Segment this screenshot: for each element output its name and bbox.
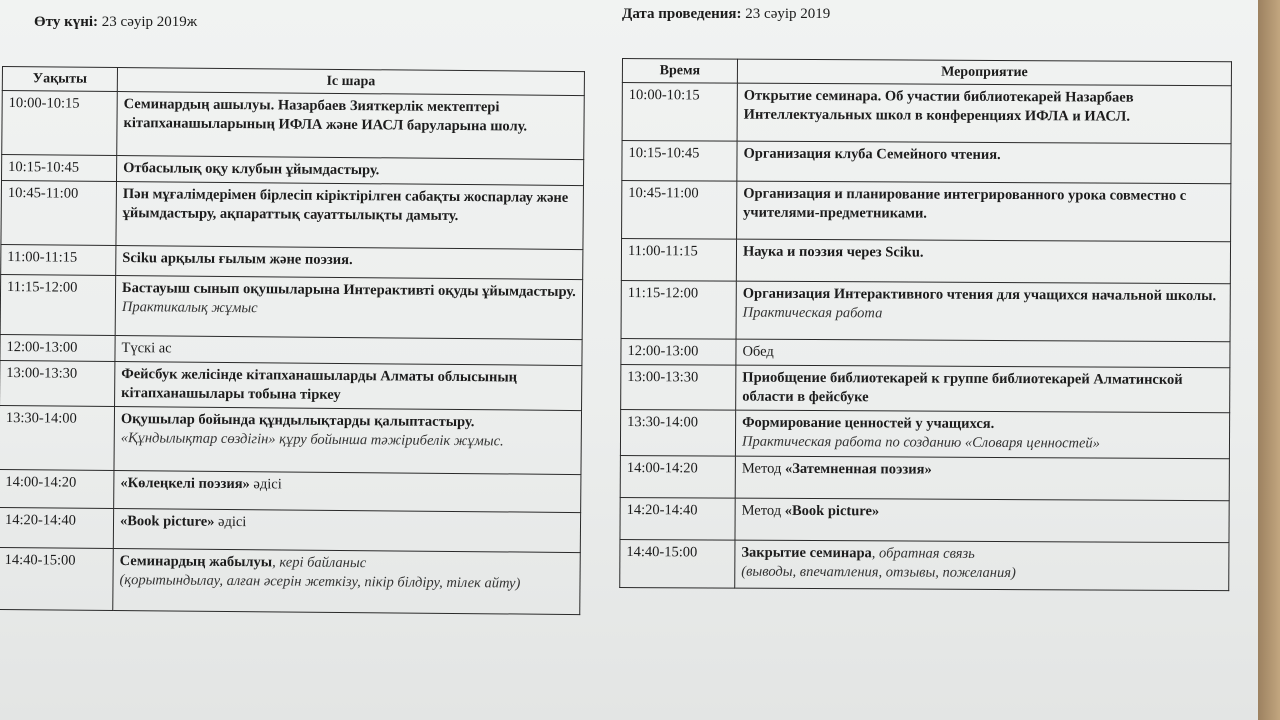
event-title: Отбасылық оқу клубын ұйымдастыру.: [123, 160, 380, 179]
table-row: [620, 455, 1229, 500]
table-row: [0, 360, 582, 410]
time-cell: 14:00-14:20: [620, 455, 735, 498]
time-cell: 14:40-15:00: [0, 547, 113, 610]
event-title: Бастауыш сынып оқушыларына Интерактивті оқуды ұйымдастыру.: [121, 280, 576, 301]
time-cell: 14:00-14:20: [0, 469, 114, 508]
table-row: [1, 181, 584, 250]
time-cell: 11:00-11:15: [621, 239, 736, 282]
table-row: [620, 497, 1229, 542]
event-cell: [735, 498, 1229, 543]
ru-date-value: 23 сәуір 2019: [745, 6, 831, 22]
event-cell: [735, 456, 1229, 501]
event-prefix: Метод: [741, 460, 786, 477]
table-row: [622, 181, 1231, 242]
event-cell: [737, 83, 1231, 144]
time-cell: 10:00-10:15: [2, 91, 118, 156]
ru-date-header: [622, 6, 830, 23]
time-cell: 14:20-14:40: [620, 497, 735, 540]
event-suffix: әдісі: [249, 476, 282, 493]
event-cell: [736, 239, 1230, 284]
event-title: Формирование ценностей у учащихся.: [742, 414, 995, 432]
event-title: Наука и поэзия через Sciku.: [742, 243, 924, 261]
ru-col-time-header: Время: [622, 59, 737, 84]
event-title: Закрытие семинара: [741, 544, 872, 562]
event-cell: [115, 275, 583, 339]
event-cell: [736, 281, 1230, 342]
event-title: Организация клуба Семейного чтения.: [743, 145, 1001, 163]
time-cell: 12:00-13:00: [621, 338, 736, 365]
event-cell: [113, 508, 580, 552]
table-row: [621, 364, 1230, 412]
event-note: (қорытындылау, алған әсерін жеткізу, пікір білдіру, тілек айту): [119, 572, 521, 592]
table-row: [621, 280, 1230, 341]
event-cell: [116, 156, 583, 186]
event-title: Пән мұғалімдерімен бірлесіп кіріктірілген сабақты жоспарлау және ұйымдастыру, ақпараттық сауаттылықты дамыту.: [122, 186, 569, 224]
event-cell: [116, 246, 583, 280]
table-row: [0, 547, 580, 614]
table-row: [2, 91, 585, 160]
time-cell: 10:15-10:45: [2, 155, 117, 182]
event-note: (выводы, впечатления, отзывы, пожелания): [741, 563, 1016, 582]
event-note: Практикалық жұмыс: [121, 299, 258, 317]
time-cell: 11:15-12:00: [0, 274, 116, 335]
table-row: [621, 338, 1230, 367]
table-row: [0, 274, 583, 339]
event-suffix: Түскі ас: [121, 340, 172, 357]
time-cell: 14:20-14:40: [0, 507, 114, 548]
event-title: Организация и планирование интегрированного урока совместно с учителями-предметниками.: [743, 185, 1187, 222]
ru-date-label: Дата проведения:: [622, 6, 742, 22]
event-note: Практическая работа: [742, 304, 883, 322]
event-title: Открытие семинара. Об участии библиотекарей Назарбаев Интеллектуальных школ в конференциях ИФЛА и ИАСЛ.: [743, 87, 1134, 125]
event-cell: [115, 335, 582, 365]
time-cell: 13:30-14:00: [620, 409, 735, 456]
event-note: «Құндылықтар сөздігін» құру бойынша тәжірибелік жұмыс.: [120, 430, 504, 450]
table-surface: [1258, 0, 1280, 720]
table-row: [620, 409, 1229, 458]
time-cell: 11:15-12:00: [621, 280, 736, 339]
event-title: Семинардың жабылуы: [119, 553, 273, 571]
event-title: Sciku арқылы ғылым және поэзия.: [122, 250, 353, 269]
event-cell: [114, 470, 581, 512]
time-cell: 12:00-13:00: [0, 334, 115, 361]
event-cell: [114, 406, 582, 474]
table-row: [622, 141, 1231, 184]
time-cell: 14:40-15:00: [620, 539, 735, 588]
event-title: «Көлеңкелі поэзия»: [120, 475, 250, 493]
kz-date-header: [34, 14, 197, 31]
table-row: [0, 405, 582, 474]
kz-schedule-table: [0, 66, 585, 615]
event-title: «Book picture»: [119, 513, 215, 530]
event-cell: [736, 365, 1230, 413]
event-suffix: , кері байланыс: [272, 554, 367, 572]
kz-date-value: 23 сәуір 2019ж: [101, 14, 198, 30]
time-cell: 13:00-13:30: [621, 364, 736, 410]
event-note: Практическая работа по созданию «Словаря ценностей»: [741, 433, 1100, 452]
event-suffix: Обед: [742, 343, 774, 360]
table-row: [621, 239, 1230, 284]
table-row: [620, 539, 1229, 590]
kz-col-event-header: Іс шара: [117, 68, 584, 96]
event-cell: [113, 548, 581, 614]
table-row: [0, 507, 581, 552]
event-cell: [735, 410, 1229, 459]
event-title: Организация Интерактивного чтения для учащихся начальной школы.: [742, 285, 1217, 305]
time-cell: 11:00-11:15: [1, 244, 116, 275]
ru-col-event-header: Мероприятие: [737, 59, 1231, 86]
event-title: Семинардың ашылуы. Назарбаев Зияткерлік мектептері кітапханашыларының ИФЛА және ИАСЛ баруларына шолу.: [123, 96, 528, 135]
event-cell: [737, 181, 1231, 242]
event-title: Оқушылар бойында құндылықтарды қалыптастыру.: [120, 411, 475, 431]
event-title: Фейсбук желісінде кітапханашыларды Алматы облысының кітапханашылары тобына тіркеу: [121, 366, 518, 403]
event-cell: [735, 540, 1229, 591]
ru-schedule-table: [619, 58, 1232, 591]
event-prefix: Метод: [741, 502, 785, 519]
event-cell: [737, 141, 1231, 184]
time-cell: 10:45-11:00: [1, 181, 117, 246]
time-cell: 10:00-10:15: [622, 83, 737, 142]
time-cell: 10:45-11:00: [622, 181, 737, 240]
time-cell: 10:15-10:45: [622, 141, 737, 182]
event-cell: [117, 92, 585, 160]
table-row: [622, 83, 1231, 144]
event-title: «Затемненная поэзия»: [784, 460, 932, 478]
event-title: Приобщение библиотекарей к группе библиотекарей Алматинской области в фейсбуке: [742, 369, 1183, 406]
event-suffix: , обратная связь: [871, 545, 975, 562]
event-suffix: әдісі: [214, 513, 247, 531]
event-cell: [116, 182, 584, 250]
event-cell: [736, 339, 1230, 368]
time-cell: 13:30-14:00: [0, 405, 115, 470]
table-row: [0, 469, 581, 512]
kz-col-time-header: Уақыты: [2, 67, 117, 92]
kz-date-label: Өту күні:: [34, 14, 99, 30]
time-cell: 13:00-13:30: [0, 360, 115, 406]
event-cell: [115, 361, 582, 410]
event-title: «Book picture»: [784, 502, 880, 520]
